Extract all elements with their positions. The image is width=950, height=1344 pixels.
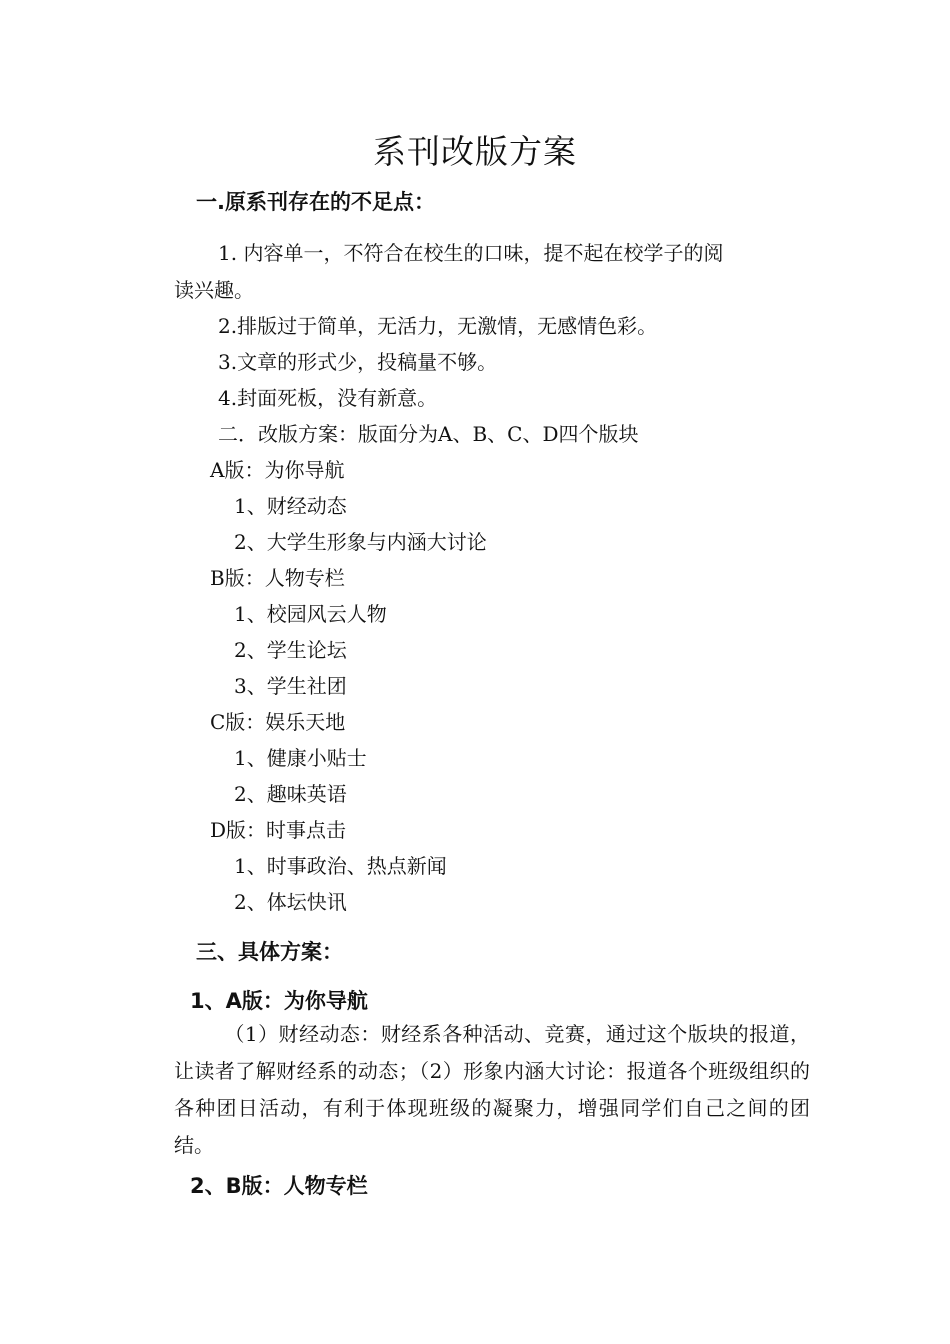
board-d-item: 2、体坛快讯 xyxy=(234,890,347,914)
board-c-item: 1、健康小贴士 xyxy=(234,746,367,770)
section2-heading: 二．改版方案：版面分为A、B、C、D四个版块 xyxy=(218,422,639,446)
board-a-label: A版：为你导航 xyxy=(210,458,345,482)
document-title: 系刊改版方案 xyxy=(373,132,577,171)
board-b-label: B版：人物专栏 xyxy=(210,566,345,590)
board-b-item: 3、学生社团 xyxy=(234,674,347,698)
section1-heading: 一.原系刊存在的不足点： xyxy=(196,190,435,214)
section1-item2: 2.排版过于简单，无活力，无激情，无感情色彩。 xyxy=(218,314,658,338)
board-b-item: 2、学生论坛 xyxy=(234,638,347,662)
board-d-item: 1、时事政治、热点新闻 xyxy=(234,854,447,878)
board-a-item: 1、财经动态 xyxy=(234,494,347,518)
board-b-plan-heading: 2、B版：人物专栏 xyxy=(190,1174,368,1198)
section3-heading: 三、具体方案： xyxy=(196,940,343,964)
board-b-item: 1、校园风云人物 xyxy=(234,602,387,626)
board-a-item: 2、大学生形象与内涵大讨论 xyxy=(234,530,487,554)
section1-item4: 4.封面死板，没有新意。 xyxy=(218,386,438,410)
board-a-plan-heading: 1、A版：为你导航 xyxy=(190,989,368,1013)
board-a-plan-text-content: （1）财经动态：财经系各种活动、竞赛，通过这个版块的报道，让读者了解财经系的动态；（2）形象内涵大讨论：报道各个班级组织的各种团日活动，有利于体现班级的凝聚力，增强同学们自己之间的团结。 xyxy=(174,1022,810,1157)
board-d-label: D版：时事点击 xyxy=(210,818,347,842)
board-a-plan-text xyxy=(174,1016,810,1164)
section1-item1-line1: 1. 内容单一，不符合在校生的口味，提不起在校学子的阅 xyxy=(218,241,724,265)
section1-item1-line2: 读兴趣。 xyxy=(174,278,254,302)
board-c-item: 2、趣味英语 xyxy=(234,782,347,806)
section1-item3: 3.文章的形式少，投稿量不够。 xyxy=(218,350,498,374)
board-c-label: C版：娱乐天地 xyxy=(210,710,346,734)
